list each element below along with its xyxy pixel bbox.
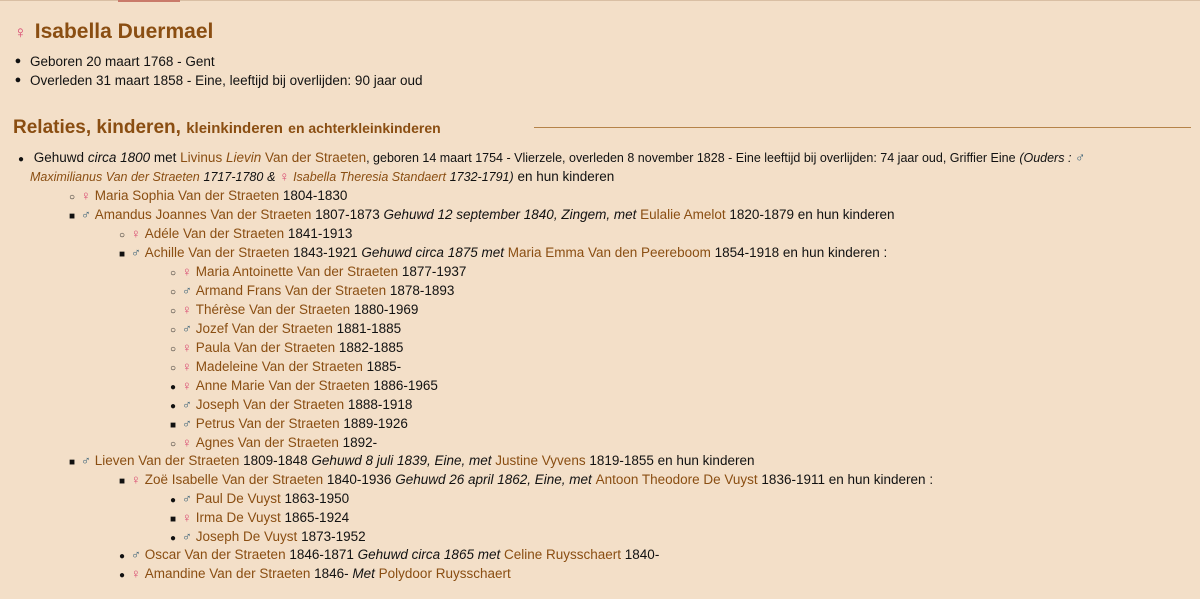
bullet-icon: ● [169,533,177,544]
descendant-row [68,205,895,224]
bullet-icon: ■ [68,457,76,468]
bullet-icon: ■ [169,420,177,431]
life-years: 1885- [362,359,402,374]
section-rule [534,127,1191,128]
person-link[interactable]: Thérèse Van der Straeten [195,302,351,317]
life-years: 1807-1873 [311,207,380,222]
children-heading: en hun kinderen [653,453,755,468]
bullet-icon: ■ [68,211,76,222]
female-icon: ♀ [14,23,27,42]
male-icon: ♂ [81,207,91,222]
bullet-icon: ● [169,382,177,393]
person-link[interactable]: Amandine Van der Straeten [144,566,311,581]
spouse-years: 1854-1918 [710,245,780,260]
spouse-years: 1819-1855 [585,453,654,468]
spouse-years: 1836-1911 [757,472,825,487]
male-icon: ♂ [131,547,141,562]
male-icon: ♂ [81,453,91,468]
life-years: 1878-1893 [386,283,455,298]
spouse-link[interactable]: Justine Vyvens [495,453,586,468]
marriage-line-1: ● Gehuwd circa 1800 met Livinus Lievin Van der Straeten, geboren 14 maart 1754 - Vlierzele, overleden 8 november 1828 - Eine leeftijd bij overlijden: 74 jaar oud, Griffier Eine (Ouders : ♂ [30,148,1085,167]
bullet-icon: ● [118,551,126,562]
spouse-link[interactable]: Antoon Theodore De Vuyst [595,472,758,487]
person-link[interactable]: Agnes Van der Straeten [195,435,339,450]
spouse-years: 1840- [621,547,660,562]
descendant-row [118,224,353,243]
father-link[interactable]: Maximilianus Van der Straeten [30,170,200,184]
life-years: 1889-1926 [339,416,408,431]
spouse-link[interactable]: Eulalie Amelot [640,207,726,222]
life-years: 1888-1918 [344,397,413,412]
descendant-row [169,433,378,452]
male-icon: ♂ [1075,150,1086,165]
bullet-icon: ○ [169,363,177,374]
children-heading: en hun kinderen : [824,472,934,487]
person-link[interactable]: Armand Frans Van der Straeten [195,283,387,298]
female-icon: ♀ [131,472,141,487]
person-link[interactable]: Joseph Van der Straeten [195,397,345,412]
female-icon: ♀ [131,226,141,241]
bullet-icon: ○ [169,344,177,355]
person-link[interactable]: Irma De Vuyst [195,510,281,525]
female-icon: ♀ [182,510,192,525]
descendant-row [169,357,402,376]
bullet-icon: ○ [169,439,177,450]
bullet-icon: ● [14,55,22,67]
descendant-row [169,262,467,281]
marriage-text: Gehuwd 26 april 1862, Eine, met [391,472,596,487]
female-icon: ♀ [81,188,91,203]
spouse-link[interactable]: Livinus Lievin Van der Straeten [180,150,367,165]
life-years: 1892- [338,435,378,450]
male-icon: ♂ [182,321,192,336]
person-link[interactable]: Amandus Joannes Van der Straeten [94,207,312,222]
person-facts [12,52,422,90]
life-years: 1840-1936 [323,472,392,487]
female-icon: ♀ [182,359,192,374]
marriage-text: Gehuwd circa 1875 met [357,245,508,260]
bullet-icon: ○ [169,325,177,336]
children-heading: en hun kinderen [793,207,895,222]
birth-fact: ● Geboren 20 maart 1768 - Gent [12,52,422,71]
bullet-icon: ■ [118,476,126,487]
life-years: 1882-1885 [335,340,404,355]
section-title: Relaties, kinderen, kleinkinderen en achterkleinkinderen [13,117,441,138]
life-years: 1846- [310,566,349,581]
descendant-row [169,527,366,546]
top-border [0,0,1200,1]
person-link[interactable]: Maria Antoinette Van der Straeten [195,264,399,279]
page-title [14,20,213,44]
bullet-icon: ■ [118,249,126,260]
descendant-row [68,186,348,205]
life-years: 1804-1830 [279,188,348,203]
person-link[interactable]: Anne Marie Van der Straeten [195,378,370,393]
marriage-line-2: Maximilianus Van der Straeten 1717-1780 & ♀ Isabella Theresia Standaert 1732-1791) en hun kinderen [30,169,615,184]
life-years: 1846-1871 [285,547,354,562]
life-years: 1865-1924 [280,510,350,525]
descendant-row [169,395,413,414]
marriage-text: Gehuwd 8 juli 1839, Eine, met [307,453,496,468]
descendant-row [169,338,404,357]
bullet-icon: ○ [169,306,177,317]
person-link[interactable]: Joseph De Vuyst [195,529,298,544]
life-years: 1886-1965 [369,378,438,393]
female-icon: ♀ [182,302,192,317]
bullet-icon: ○ [118,230,126,241]
female-icon: ♀ [131,566,141,581]
life-years: 1880-1969 [350,302,419,317]
female-icon: ♀ [182,264,192,279]
life-years: 1877-1937 [398,264,467,279]
life-years: 1809-1848 [239,453,308,468]
life-years: 1863-1950 [280,491,350,506]
children-heading: en hun kinderen : [779,245,888,260]
male-icon: ♂ [131,245,141,260]
person-link[interactable]: Oscar Van der Straeten [144,547,286,562]
person-link[interactable]: Achille Van der Straeten [144,245,290,260]
descendant-row [169,300,419,319]
person-link[interactable]: Madeleine Van der Straeten [195,359,363,374]
female-icon: ♀ [182,340,192,355]
descendant-row [169,414,408,433]
bullet-icon: ○ [169,268,177,279]
bullet-icon: ○ [169,287,177,298]
spouse-link[interactable]: Celine Ruysschaert [503,547,622,562]
bullet-icon: ○ [68,192,76,203]
bullet-icon: ● [169,401,177,412]
descendant-row [169,376,438,395]
marriage-text: Gehuwd circa 1865 met [353,547,504,562]
spouse-link[interactable]: Polydoor Ruysschaert [378,566,511,581]
bullet-icon: ● [17,154,25,165]
spouse-link[interactable]: Maria Emma Van den Peereboom [507,245,711,260]
descendant-row [68,451,755,470]
descendant-row [169,319,402,338]
person-link[interactable]: Zoë Isabelle Van der Straeten [144,472,324,487]
female-icon: ♀ [182,378,192,393]
life-years: 1843-1921 [289,245,358,260]
person-link[interactable]: Maria Sophia Van der Straeten [94,188,280,203]
descendant-row [118,545,660,564]
descendant-row [118,470,934,489]
bullet-icon: ■ [169,514,177,525]
male-icon: ♂ [182,491,192,506]
life-years: 1841-1913 [284,226,353,241]
top-accent [118,0,180,2]
person-link[interactable]: Adéle Van der Straeten [144,226,285,241]
bullet-icon: ● [169,495,177,506]
person-link[interactable]: Paula Van der Straeten [195,340,336,355]
male-icon: ♂ [182,283,192,298]
person-link[interactable]: Lieven Van der Straeten [94,453,240,468]
death-fact: ● Overleden 31 maart 1858 - Eine, leeftijd bij overlijden: 90 jaar oud [12,71,422,90]
life-years: 1873-1952 [297,529,366,544]
person-link[interactable]: Paul De Vuyst [195,491,281,506]
male-icon: ♂ [182,416,192,431]
descendant-row [118,243,888,262]
descendant-row [169,281,455,300]
person-link[interactable]: Petrus Van der Straeten [195,416,340,431]
descendant-row [118,564,511,583]
person-link[interactable]: Jozef Van der Straeten [195,321,333,336]
male-icon: ♂ [182,529,192,544]
marriage-text: Met [348,566,379,581]
female-icon: ♀ [182,435,192,450]
female-icon: ♀ [279,169,290,184]
bullet-icon: ● [118,570,126,581]
person-name: Isabella Duermael [34,20,214,43]
life-years: 1881-1885 [332,321,402,336]
marriage-text: Gehuwd 12 september 1840, Zingem, met [379,207,641,222]
descendant-row [169,508,350,527]
male-icon: ♂ [182,397,192,412]
bullet-icon: ● [14,74,22,86]
spouse-years: 1820-1879 [725,207,794,222]
descendant-row [169,489,350,508]
mother-link[interactable]: Isabella Theresia Standaert [293,170,446,184]
